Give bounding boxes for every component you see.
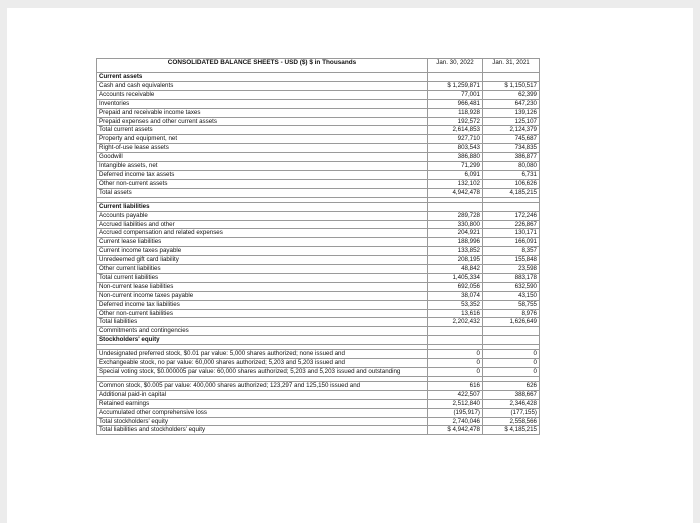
table-row (97, 238, 540, 247)
row-label: Inventories (97, 99, 428, 108)
value-jan-2021: 734,835 (483, 144, 540, 153)
value-jan-2021 (483, 327, 540, 336)
value-jan-2021: 386,877 (483, 153, 540, 162)
value-jan-2022: 0 (428, 359, 483, 368)
value-jan-2021: 23,598 (483, 265, 540, 274)
value-jan-2021: 172,246 (483, 211, 540, 220)
table-row (97, 108, 540, 117)
row-label: Total current liabilities (97, 273, 428, 282)
value-jan-2022: 208,195 (428, 256, 483, 265)
row-label: Current income taxes payable (97, 247, 428, 256)
balance-sheet-table (96, 58, 540, 435)
value-jan-2022: 616 (428, 381, 483, 390)
row-label: Special voting stock, $0.000005 par value: 60,000 shares authorized; 5,203 and 5,203 issued and outstanding (97, 368, 428, 377)
value-jan-2022: 133,852 (428, 247, 483, 256)
value-jan-2021: 8,357 (483, 247, 540, 256)
value-jan-2022 (428, 336, 483, 345)
table-row (97, 336, 540, 345)
table-row (97, 381, 540, 390)
table-row (97, 90, 540, 99)
row-label: Other current liabilities (97, 265, 428, 274)
value-jan-2021: 226,867 (483, 220, 540, 229)
row-label: Additional paid-in capital (97, 390, 428, 399)
value-jan-2021: 58,755 (483, 300, 540, 309)
value-jan-2022: 0 (428, 350, 483, 359)
value-jan-2022: 118,928 (428, 108, 483, 117)
table-row (97, 126, 540, 135)
value-jan-2021: $ 1,150,517 (483, 81, 540, 90)
row-label: Unredeemed gift card liability (97, 256, 428, 265)
value-jan-2021: 8,976 (483, 309, 540, 318)
table-row (97, 73, 540, 82)
table-row (97, 117, 540, 126)
row-label: Property and equipment, net (97, 135, 428, 144)
value-jan-2022 (428, 73, 483, 82)
table-row (97, 99, 540, 108)
value-jan-2022: 71,299 (428, 162, 483, 171)
row-label: Cash and cash equivalents (97, 81, 428, 90)
row-label: Deferred income tax assets (97, 170, 428, 179)
value-jan-2021: 130,171 (483, 229, 540, 238)
table-row (97, 229, 540, 238)
table-title: CONSOLIDATED BALANCE SHEETS - USD ($) $ in Thousands (97, 59, 428, 73)
value-jan-2021: 647,230 (483, 99, 540, 108)
table-row (97, 318, 540, 327)
row-label: Exchangeable stock, no par value: 60,000 shares authorized; 5,203 and 5,203 issued and (97, 359, 428, 368)
value-jan-2021: 43,150 (483, 291, 540, 300)
value-jan-2022: 0 (428, 368, 483, 377)
table-row (97, 417, 540, 426)
table-row (97, 282, 540, 291)
value-jan-2021: 2,346,428 (483, 399, 540, 408)
value-jan-2022: 2,740,046 (428, 417, 483, 426)
table-row (97, 179, 540, 188)
table-row (97, 202, 540, 211)
table-body (97, 73, 540, 435)
table-row (97, 247, 540, 256)
value-jan-2022: 803,543 (428, 144, 483, 153)
table-row (97, 368, 540, 377)
value-jan-2022: 38,074 (428, 291, 483, 300)
row-label: Right-of-use lease assets (97, 144, 428, 153)
row-label: Goodwill (97, 153, 428, 162)
table-header-row (97, 59, 540, 73)
table-row (97, 144, 540, 153)
row-label: Prepaid expenses and other current assets (97, 117, 428, 126)
value-jan-2022: $ 4,942,478 (428, 426, 483, 435)
value-jan-2022: 330,800 (428, 220, 483, 229)
value-jan-2021: 388,667 (483, 390, 540, 399)
column-header-jan-2022: Jan. 30, 2022 (428, 59, 483, 73)
value-jan-2021: 626 (483, 381, 540, 390)
value-jan-2021 (483, 202, 540, 211)
value-jan-2022 (428, 327, 483, 336)
value-jan-2021 (483, 336, 540, 345)
value-jan-2022: 2,202,432 (428, 318, 483, 327)
row-label: Total assets (97, 188, 428, 197)
row-label: Accounts receivable (97, 90, 428, 99)
table-row (97, 220, 540, 229)
row-label: Accumulated other comprehensive loss (97, 408, 428, 417)
value-jan-2022: 289,728 (428, 211, 483, 220)
row-label: Stockholders' equity (97, 336, 428, 345)
value-jan-2022: 192,572 (428, 117, 483, 126)
value-jan-2022: 2,614,853 (428, 126, 483, 135)
row-label: Commitments and contingencies (97, 327, 428, 336)
row-label: Undesignated preferred stock, $0.01 par value: 5,000 shares authorized; none issued and (97, 350, 428, 359)
value-jan-2022: 188,996 (428, 238, 483, 247)
table-row (97, 265, 540, 274)
value-jan-2021: 80,080 (483, 162, 540, 171)
table-row (97, 153, 540, 162)
value-jan-2022: 422,507 (428, 390, 483, 399)
value-jan-2022: 132,102 (428, 179, 483, 188)
row-label: Other non-current liabilities (97, 309, 428, 318)
table-row (97, 309, 540, 318)
value-jan-2022: 4,942,478 (428, 188, 483, 197)
table-row (97, 273, 540, 282)
table-row (97, 135, 540, 144)
row-label: Total liabilities and stockholders' equity (97, 426, 428, 435)
value-jan-2021: 106,626 (483, 179, 540, 188)
value-jan-2022: (195,917) (428, 408, 483, 417)
value-jan-2022: 48,842 (428, 265, 483, 274)
row-label: Accrued compensation and related expenses (97, 229, 428, 238)
table-row (97, 359, 540, 368)
value-jan-2021: 62,399 (483, 90, 540, 99)
value-jan-2022: 927,710 (428, 135, 483, 144)
value-jan-2021: 632,590 (483, 282, 540, 291)
row-label: Other non-current assets (97, 179, 428, 188)
value-jan-2021 (483, 73, 540, 82)
value-jan-2022: 2,512,840 (428, 399, 483, 408)
value-jan-2021: 155,848 (483, 256, 540, 265)
value-jan-2021: 139,126 (483, 108, 540, 117)
row-label: Non-current income taxes payable (97, 291, 428, 300)
value-jan-2022: 13,616 (428, 309, 483, 318)
value-jan-2021: 0 (483, 359, 540, 368)
value-jan-2022: 966,481 (428, 99, 483, 108)
row-label: Current liabilities (97, 202, 428, 211)
table-row (97, 327, 540, 336)
table-row (97, 300, 540, 309)
row-label: Total stockholders' equity (97, 417, 428, 426)
column-header-jan-2021: Jan. 31, 2021 (483, 59, 540, 73)
table-row (97, 162, 540, 171)
value-jan-2021: 1,626,649 (483, 318, 540, 327)
row-label: Deferred income tax liabilities (97, 300, 428, 309)
table-row (97, 399, 540, 408)
value-jan-2021: 4,185,215 (483, 188, 540, 197)
value-jan-2022: 6,091 (428, 170, 483, 179)
value-jan-2021: (177,155) (483, 408, 540, 417)
value-jan-2022: 692,056 (428, 282, 483, 291)
table-row (97, 81, 540, 90)
row-label: Accrued liabilities and other (97, 220, 428, 229)
value-jan-2021: 166,091 (483, 238, 540, 247)
row-label: Current lease liabilities (97, 238, 428, 247)
row-label: Common stock, $0.005 par value: 400,000 shares authorized; 123,297 and 125,150 issued and (97, 381, 428, 390)
table-row (97, 188, 540, 197)
value-jan-2021: 2,558,566 (483, 417, 540, 426)
value-jan-2021: 6,731 (483, 170, 540, 179)
value-jan-2021: 0 (483, 368, 540, 377)
value-jan-2021: 745,687 (483, 135, 540, 144)
value-jan-2022: 1,405,334 (428, 273, 483, 282)
value-jan-2022: 77,001 (428, 90, 483, 99)
value-jan-2022: 204,921 (428, 229, 483, 238)
value-jan-2021: 2,124,379 (483, 126, 540, 135)
value-jan-2021: $ 4,185,215 (483, 426, 540, 435)
table-row (97, 408, 540, 417)
value-jan-2022: 386,880 (428, 153, 483, 162)
row-label: Retained earnings (97, 399, 428, 408)
table-row (97, 350, 540, 359)
row-label: Intangible assets, net (97, 162, 428, 171)
value-jan-2021: 883,178 (483, 273, 540, 282)
row-label: Total liabilities (97, 318, 428, 327)
value-jan-2022: $ 1,259,871 (428, 81, 483, 90)
table-row (97, 390, 540, 399)
value-jan-2021: 0 (483, 350, 540, 359)
row-label: Prepaid and receivable income taxes (97, 108, 428, 117)
value-jan-2022: 53,352 (428, 300, 483, 309)
row-label: Total current assets (97, 126, 428, 135)
table-row (97, 291, 540, 300)
row-label: Current assets (97, 73, 428, 82)
value-jan-2022 (428, 202, 483, 211)
table-row (97, 256, 540, 265)
document-page (7, 8, 693, 523)
row-label: Non-current lease liabilities (97, 282, 428, 291)
table-row (97, 211, 540, 220)
value-jan-2021: 125,107 (483, 117, 540, 126)
row-label: Accounts payable (97, 211, 428, 220)
table-row (97, 170, 540, 179)
table-row (97, 426, 540, 435)
